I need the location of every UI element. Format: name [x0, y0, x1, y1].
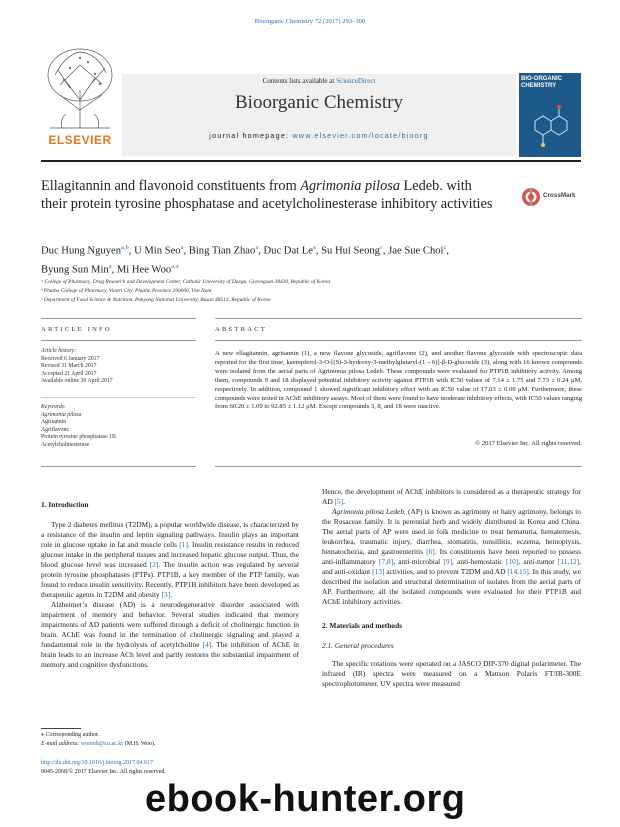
header-rule	[41, 160, 581, 162]
abstract-rule-top	[215, 318, 582, 319]
contents-available-line	[122, 77, 516, 85]
abstract-rule	[215, 340, 582, 341]
author-affiliation-marker[interactable]: c	[379, 244, 383, 251]
author-name[interactable]: Duc Dat Le	[263, 245, 313, 257]
citation-link[interactable]: [2]	[149, 560, 159, 569]
sciencedirect-link[interactable]: ScienceDirect	[336, 77, 376, 85]
affiliation-a: ᵃ College of Pharmacy, Drug Research and Development Center, Catholic University of Daegu, Gyeongsan 38430, Republic of Korea	[41, 279, 331, 285]
elsevier-wordmark: ELSEVIER	[48, 133, 112, 147]
history-revised: Revised 31 March 2017	[41, 363, 97, 370]
citation-link[interactable]: [13]	[372, 567, 385, 576]
crossmark-label[interactable]: CrossMark	[543, 192, 576, 199]
intro-continuation: Hence, the development of AChE inhibitors is considered as a therapeutic strategy for AD [5].	[322, 487, 581, 506]
article-info-rule	[41, 340, 196, 341]
author-list	[41, 240, 581, 277]
keyword: Protein tyrosine phosphatase 1B	[41, 434, 116, 441]
title-part-1: Ellagitannin and flavonoid constituents from	[41, 178, 301, 194]
journal-header-box	[122, 74, 516, 156]
citation-link[interactable]: [7,8]	[379, 557, 394, 566]
author-separator: ,	[183, 245, 189, 257]
history-label: Article history:	[41, 348, 77, 354]
author-separator: ,	[111, 264, 117, 276]
author-name[interactable]: Jae Sue Choi	[388, 245, 444, 257]
agrimonia-paragraph: Agrimonia pilosa Ledeb. (AP) is known as agrimony or hairy agrimony, belongs to the Rosaceae family. It is perennial herb and widely distributed in Korea and China. The aerial parts of AP were used in folk medicine to treat hematuria, hematemesis, leukorrhea, traumatic injury, diarrhea, stomatitis, tonsillitis, eczema, hemoptysis, hematochezia, and gastroenteritis [6]. Its constituents have been reported to possess anti-inflammatory [7,8], anti-microbial [9], anti-hemostatic [10], anti-tumor [11,12], and anti-oxidant [13] activities, and to prevent T2DM and AD [14,15]. In this study, we described the isolation and structural determination of isolates from the aerial parts of AP. Furthermore, all the isolated compounds were evaluated for their PTP1B and AChE inhibitory activities.	[322, 507, 582, 606]
general-procedures-heading: 2.1. General procedures	[322, 641, 394, 650]
author-name[interactable]: Bing Tian Zhao	[188, 245, 256, 257]
footnote-rule	[41, 728, 81, 729]
doi-link[interactable]: http://dx.doi.org/10.1016/j.bioorg.2017.04.017	[41, 760, 153, 766]
keywords-rule	[41, 397, 196, 398]
journal-name: Bioorganic Chemistry	[235, 92, 403, 113]
author-separator: ,	[446, 245, 450, 257]
author-name[interactable]: U Min Seo	[134, 245, 181, 257]
abstract-rule-bottom	[215, 466, 582, 467]
citation-link[interactable]: [3]	[161, 590, 171, 599]
elsevier-tree-logo-icon	[40, 40, 120, 148]
history-accepted: Accepted 21 April 2017	[41, 370, 97, 377]
citation-link[interactable]: [4]	[202, 640, 212, 649]
keyword: Acetylcholinesterase	[41, 441, 90, 448]
homepage-link[interactable]: www.elsevier.com/locate/bioorg	[292, 131, 429, 140]
journal-citation[interactable]: Bioorganic Chemistry 72 (2017) 293–300	[254, 18, 366, 25]
keywords-label: Keywords:	[41, 404, 66, 410]
article-info-rule-bottom	[41, 466, 196, 467]
intro-paragraph-2: Alzheimer’s disease (AD) is a neurodegenerative disorder associated with impairment of memory and behavior. Several studies indicated that memory impairments of AD patients were suffered through a deficit of cholinergic function in brain. AChE was found in the termination of cholinergic signaling and played a fundamental role in the hydrolysis of acetylcholine [4]. The inhibition of AChE in brain leads to an increase ACh level and partly restores the substantial impairment of memory and cognitive dysfunctions.	[41, 600, 299, 669]
keyword: Agritannin	[41, 419, 67, 426]
history-online: Available online 30 April 2017	[41, 378, 113, 385]
citation-link[interactable]: [6]	[426, 547, 435, 556]
author-affiliation-marker[interactable]: a,⁎	[171, 262, 179, 270]
author-affiliation-marker[interactable]: a	[255, 244, 259, 251]
citation-link[interactable]: [11,12]	[557, 557, 580, 566]
abstract-heading: ABSTRACT	[215, 326, 268, 333]
body-column-right	[322, 487, 581, 689]
homepage-prefix: journal homepage:	[209, 131, 293, 140]
author-affiliation-marker[interactable]: a	[108, 262, 112, 270]
citation-link[interactable]: [9]	[443, 557, 453, 566]
affiliation-b: ᵇ Phutho College of Pharmacy, Viettri City, Phutho Province 290000, Viet Nam	[41, 288, 212, 294]
keyword: Agrimonia pilosa	[41, 411, 82, 418]
introduction-heading: 1. Introduction	[41, 500, 89, 509]
author-name[interactable]: Su Hui Seong	[321, 245, 380, 257]
methods-heading: 2. Materials and methods	[322, 621, 403, 630]
abstract-text: A new ellagitannin, agritannin (1), a new flavone glycoside, agriflavone (2), and another flavone glycoside with spectroscopic data reported for the first time, kaempferol-3-O-[(S)-3-hydroxy-3-methylglutaryl-(1→6)]-β-D-glucoside (3), along with 16 known compounds were isolated from the aerial parts of Agrimonia pilosa Ledeb. These compounds were evaluated for PTP1B inhibitory activity. Among them, compounds 9 and 18 displayed potential inhibitory activity against PTP1B with IC50 values of 7.14 ± 1.75 and 7.73 ± 0.24 μM, respectively. In addition, compound 1 showed significant inhibitory effect with an IC50 value of 17.03 ± 0.09 μM. Furthermore, these compounds were tested in AChE inhibitory assays. Most of them were found to have moderate inhibitory effects, with IC50 values ranging from 60.20 ± 1.09 to 92.85 ± 1.12 μM. Except compounds 3, 8, and 18 were inactive.	[215, 350, 582, 411]
keywords-block	[41, 404, 191, 450]
general-procedures-paragraph: The specific rotations were operated on a JASCO DIP-370 digital polarimeter. The infrared (IR) spectra were measured on a Mattson Polaris FT/IR-300E spectrophotometer. UV spectra were measured	[322, 659, 581, 688]
citation-link[interactable]: [14,15]	[507, 567, 529, 576]
journal-homepage-line	[122, 131, 516, 140]
citation-link[interactable]: [5]	[334, 497, 344, 506]
title-part-2: Ledeb. with their protein tyrosine phosphatase and acetylcholinesterase inhibitory activities	[41, 178, 493, 212]
footnote	[41, 731, 299, 749]
cover-molecule-art-icon	[525, 101, 575, 151]
author-separator: ,	[382, 245, 389, 257]
author-affiliation-marker[interactable]: a	[312, 244, 316, 251]
history-received: Received 6 January 2017	[41, 355, 100, 362]
author-affiliation-marker[interactable]: a	[180, 244, 184, 251]
article-title	[41, 178, 501, 213]
issn-copyright: 0045-2068/© 2017 Elsevier Inc. All rights reserved.	[41, 769, 166, 775]
citation-link[interactable]: [10]	[505, 557, 519, 566]
article-info-rule-top	[41, 318, 196, 319]
email-link[interactable]: woomh@cu.ac.kr	[80, 741, 124, 747]
keyword: Agriflavone	[41, 426, 70, 433]
citation-link[interactable]: [1]	[179, 540, 188, 549]
corresponding-author-note: ⁎ Corresponding author.	[41, 732, 100, 738]
contents-prefix: Contents lists available at	[262, 77, 337, 85]
article-history	[41, 348, 191, 386]
abstract-copyright: © 2017 Elsevier Inc. All rights reserved.	[475, 440, 582, 447]
author-separator: ,	[315, 245, 322, 257]
title-species: Agrimonia pilosa	[300, 178, 400, 194]
author-name[interactable]: Byung Sun Min	[41, 264, 109, 276]
journal-cover-thumbnail	[519, 73, 581, 157]
cover-title: BIO-ORGANIC CHEMISTRY	[521, 76, 562, 89]
intro-paragraph-1: Type 2 diabetes mellitus (T2DM), a popular worldwide disease, is characterized by a resistance of the insulin and leptin signaling pathways. Insulin plays an important role in glucose uptake in fat and muscle cells [1]. Insulin resistance results in reduced glucose intake in the peripheral tissues and increased hepatic glucose output. Thus, the blood glucose level was increased [2]. The insulin action was regulated by several protein tyrosine phosphatases (PTPs). PTP1B, a key member of the PTP family, was found to reduce insulin sensitivity. Recently, PTP1B inhibitors have been developed as therapeutic agents in T2DM and obesity [3].	[41, 520, 299, 599]
author-name[interactable]: Duc Hung Nguyen	[41, 245, 122, 257]
article-info-heading: ARTICLE INFO	[41, 326, 112, 333]
watermark-text: ebook-hunter.org	[145, 778, 466, 820]
author-name[interactable]: Mi Hee Woo	[116, 264, 172, 276]
author-separator: ,	[258, 245, 264, 257]
affiliation-c: ᶜ Department of Food Science & Nutrition, Pukyong National University, Busan 48513, Republic of Korea	[41, 297, 271, 303]
author-separator: ,	[128, 245, 135, 257]
email-line: E-mail address: woomh@cu.ac.kr (M.H. Woo).	[41, 741, 156, 747]
body-column-left	[41, 500, 299, 670]
author-affiliation-marker[interactable]: a,b	[121, 244, 129, 251]
author-affiliation-marker[interactable]: c	[443, 244, 447, 251]
